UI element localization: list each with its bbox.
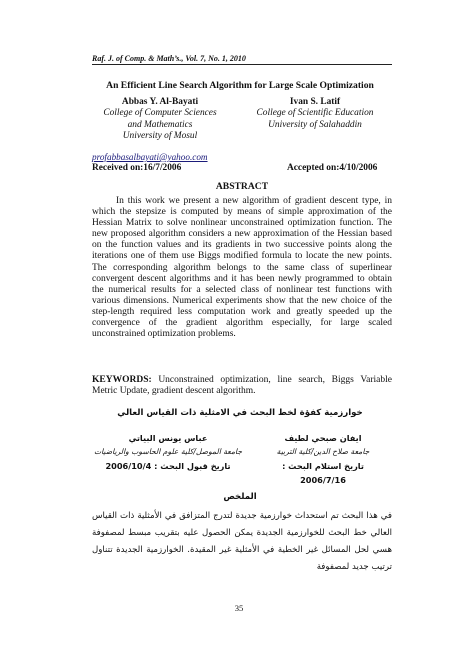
journal-header: Raf. J. of Comp. & Math’s., Vol. 7, No. 1, 2010 [92, 54, 246, 63]
arabic-author-2-name: عباس يونس البياتي [128, 433, 208, 443]
author-1-affiliation-line: and Mathematics [127, 119, 193, 130]
author-1-affiliation-line: College of Computer Sciences [103, 108, 217, 119]
keywords [92, 375, 392, 397]
arabic-author-1 [258, 431, 388, 487]
abstract-text: In this work we present a new algorithm of gradient descent type, in which the stepsize is computed by means of simple approximation of the Hessian Matrix to solve nonlinear unconstrained optimization function. The new proposed algorithm considers a new approximation of the Hessian based on the function values and its gradients in two successive points along the iterations one of them use Biggs modified formula to locate the new points. The corresponding algorithm belongs to the same class of superlinear convergent descent algorithms and it has been newly programmed to obtain the numerical results for a selected class of nonlinear test functions with various dimensions. Numerical experiments show that the new choice of the step-length required less computation work and greatly speeded up the convergence of the gradient algorithm especially, for large scaled unconstrained optimization problems. [92, 196, 392, 340]
arabic-summary-text: في هذا البحث تم استحداث خوارزمية جديدة لتدرج المتزافق في الأمثلية ذات القياس العالي خط البحث للخوارزمية الجديدة يمكن الحصول عليه بتقريب مبسط لمصفوفة هسي لحل المسائل غير الخطية في الأمثلية غير المقيدة. الخوارزمية الجديدة تتناول ترتيب جديد لمصفوفة [92, 511, 392, 572]
author-1 [95, 97, 225, 143]
author-1-affiliation-line: University of Mosul [122, 131, 198, 142]
header-rule [92, 64, 392, 65]
accepted-date: Accepted on:4/10/2006 [287, 163, 378, 173]
arabic-author-1-name: ايفان صبحي لطيف [284, 433, 362, 443]
arabic-author-1-affiliation: جامعة صلاح الدين/كلية التربية [276, 447, 370, 456]
arabic-author-2-affiliation: جامعة الموصل/كلية علوم الحاسوب والرياضيات [93, 447, 243, 456]
author-2 [245, 97, 385, 131]
keywords-label: KEYWORDS: [92, 375, 152, 385]
paper-title: An Efficient Line Search Algorithm for Large Scale Optimization [106, 80, 374, 91]
author-2-affiliation-line: College of Scientific Education [256, 108, 374, 119]
abstract-heading: ABSTRACT [215, 181, 269, 192]
arabic-title: خوارزمية كفؤة لخط البحث في الامثلية ذات القياس العالي [117, 408, 363, 418]
arabic-accepted-date: تاريخ قبول البحث : 2006/10/4 [105, 461, 231, 471]
arabic-author-2 [93, 431, 243, 473]
arabic-summary-heading: الملخص [223, 492, 257, 502]
arabic-received-date: تاريخ استلام البحث : 2006/7/16 [282, 461, 364, 485]
keywords-text: Unconstrained optimization, line search, Biggs Variable Metric Update, gradient descent algorithm. [92, 375, 392, 397]
author-1-name: Abbas Y. Al-Bayati [121, 97, 199, 107]
author-email-link[interactable]: profabbasalbayati@yahoo.com [92, 152, 208, 162]
author-2-affiliation-line: University of Salahaddin [268, 119, 362, 130]
author-2-name: Ivan S. Latif [289, 97, 341, 107]
received-date: Received on:16/7/2006 [92, 163, 182, 173]
page-number: 35 [234, 603, 244, 613]
